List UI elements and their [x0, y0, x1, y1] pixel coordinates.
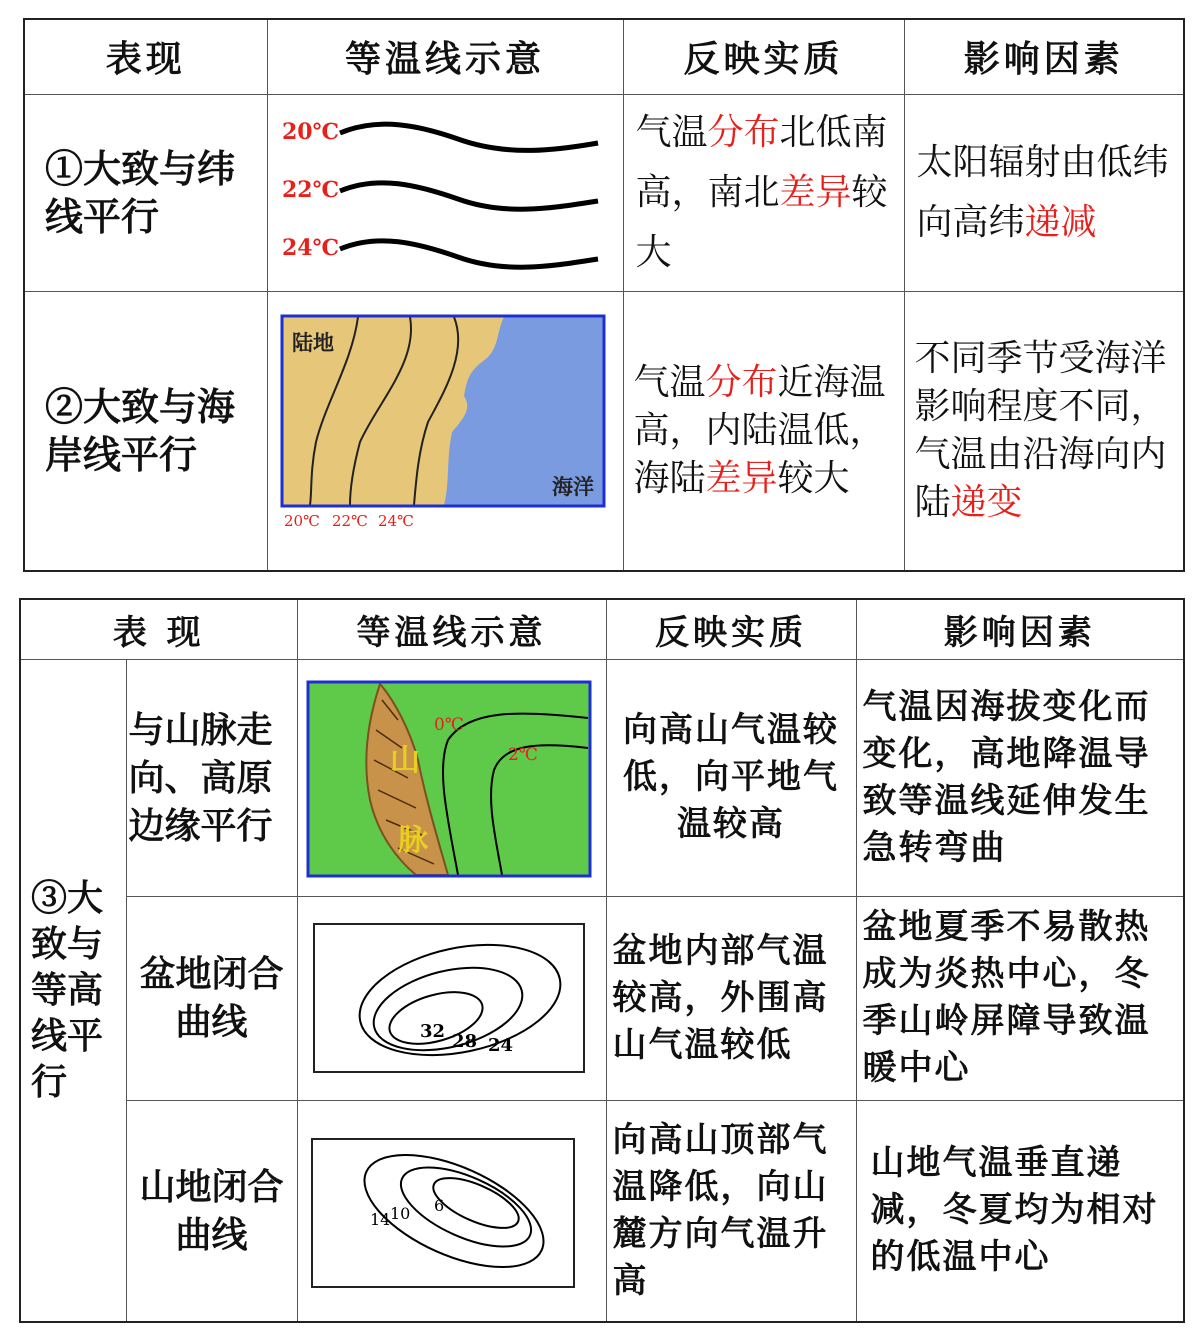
isotherm-label: 2℃: [507, 745, 538, 765]
isotherm-label: 0℃: [433, 715, 464, 735]
essence-mountain: 向高山气温较低，向平地气温较高: [606, 659, 856, 896]
table-row: [24, 291, 1184, 571]
isotherm-label: 24℃: [377, 511, 414, 530]
factor-latitude: 太阳辐射由低纬向高纬递减: [904, 94, 1184, 291]
table-latitude-coast: [23, 18, 1185, 572]
header-essence: 反映实质: [623, 19, 904, 94]
group-label-contour: ③大致与等高线平行: [20, 659, 126, 1322]
isotherm-label: 24℃: [281, 235, 339, 261]
header-factor: 影响因素: [904, 19, 1184, 94]
latitude-isotherm-diagram: [267, 94, 623, 291]
header-factor: 影响因素: [856, 599, 1184, 659]
table-row: [20, 1100, 1184, 1322]
isotherm-label: 22℃: [331, 511, 368, 530]
row-label-basin: 盆地闭合曲线: [126, 896, 297, 1100]
essence-mountain-closed: 向高山顶部气温降低，向山麓方向气温升高: [606, 1100, 856, 1322]
essence-basin: 盆地内部气温较高，外围高山气温较低: [606, 896, 856, 1100]
latitude-isotherm-svg: [268, 95, 618, 290]
table-row: [20, 896, 1184, 1100]
isotherm-line-20: [340, 124, 598, 150]
isotherm-line-22: [340, 183, 598, 209]
table-contour: [19, 598, 1185, 1323]
isotherm-line-24: [340, 241, 598, 267]
row-label-mountain: 与山脉走向、高原边缘平行: [126, 659, 297, 896]
table2-header-row: [20, 599, 1184, 659]
mountain-isotherm-diagram: [297, 659, 606, 896]
isotherm-label: 28: [451, 1031, 477, 1052]
land-label: 陆地: [291, 329, 334, 355]
isotherm-label: 20℃: [283, 511, 320, 530]
row-label-mountain-closed: 山地闭合曲线: [126, 1100, 297, 1322]
header-essence: 反映实质: [606, 599, 856, 659]
isotherm-label: 24: [487, 1035, 513, 1056]
mountain-char: 山: [389, 743, 420, 778]
factor-basin: 盆地夏季不易散热成为炎热中心，冬季山岭屏障导致温暖中心: [856, 896, 1184, 1100]
header-isotherm-diagram: 等温线示意: [297, 599, 606, 659]
mountain-isotherm-svg: [298, 660, 605, 895]
header-performance: 表 现: [20, 599, 297, 659]
mountain-closed-isotherm-diagram: [297, 1100, 606, 1322]
coastline-isotherm-svg: [268, 292, 618, 570]
essence-latitude: 气温分布北低南高，南北差异较大: [623, 94, 904, 291]
mountain-char: 脉: [397, 823, 428, 858]
diagram-frame: [314, 924, 584, 1072]
row-label-latitude: ①大致与纬线平行: [24, 94, 267, 291]
isotherm-label: 6: [433, 1195, 444, 1215]
factor-mountain: 气温因海拔变化而变化，高地降温导致等温线延伸发生急转弯曲: [856, 659, 1184, 896]
ocean-label: 海洋: [551, 473, 594, 499]
isotherm-label: 32: [419, 1021, 445, 1042]
isotherm-label: 14: [369, 1209, 390, 1229]
header-isotherm-diagram: 等温线示意: [267, 19, 623, 94]
basin-isotherm-diagram: [297, 896, 606, 1100]
table-row: [20, 659, 1184, 896]
isotherm-label: 22℃: [281, 177, 339, 203]
factor-mountain-closed: 山地气温垂直递减，冬夏均为相对的低温中心: [856, 1100, 1184, 1322]
header-performance: 表现: [24, 19, 267, 94]
plain-area: [308, 682, 590, 876]
factor-coastline: 不同季节受海洋影响程度不同，气温由沿海向内陆递变: [904, 291, 1184, 571]
mountain-closed-isotherm-svg: [298, 1101, 605, 1321]
coastline-isotherm-diagram: [267, 291, 623, 571]
table1-header-row: [24, 19, 1184, 94]
table-row: [24, 94, 1184, 291]
isotherm-label: 20℃: [281, 119, 339, 145]
row-label-coastline: ②大致与海岸线平行: [24, 291, 267, 571]
basin-isotherm-svg: [298, 897, 605, 1099]
isotherm-label: 10: [389, 1203, 410, 1223]
essence-coastline: 气温分布近海温高，内陆温低，海陆差异较大: [623, 291, 904, 571]
